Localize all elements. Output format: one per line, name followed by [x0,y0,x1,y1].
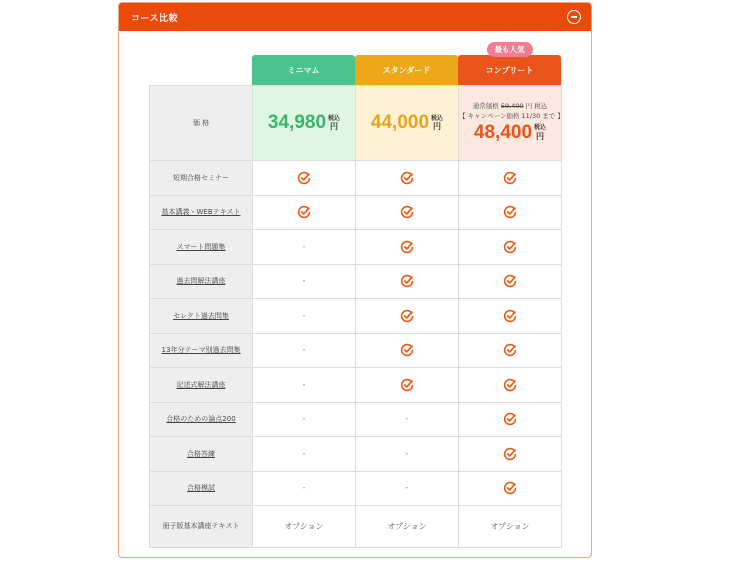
plan-header-complete-label: コンプリート [485,65,534,75]
check-circle-icon [400,274,414,288]
feature-cell-standard [356,334,459,368]
feature-cell-complete [459,299,562,333]
check-circle-icon [297,205,311,219]
not-included-dash: - [302,241,306,252]
feature-cell-standard [356,161,459,195]
feature-label[interactable]: 過去問解法講座 [150,265,253,299]
panel-header[interactable] [119,3,591,31]
booklet-text-row [150,506,562,548]
feature-cell-minimum [253,265,356,299]
check-circle-icon [503,205,517,219]
booklet-label-line2: 基本講座テキスト [183,522,240,531]
campaign-price-line [474,122,546,144]
feature-cell-standard [356,230,459,264]
tax-label: 税込 [328,114,341,122]
regular-price-prefix: 通常価格 [472,102,499,111]
feature-row [150,403,562,438]
feature-cell-complete [459,368,562,402]
check-circle-icon [503,481,517,495]
regular-price-value: 59,400 [500,102,524,111]
feature-row [150,265,562,300]
plan-header-complete [458,45,561,85]
price-suffix [431,115,443,132]
minus-circle-icon[interactable] [567,10,581,24]
yen-label: 円 [433,121,442,131]
feature-cell-minimum [253,437,356,471]
price-standard [356,86,459,160]
plan-header-standard: スタンダード [355,55,458,85]
check-circle-icon [503,274,517,288]
check-circle-icon [400,240,414,254]
feature-label[interactable]: 13年分テーマ別過去問集 [150,334,253,368]
feature-cell-minimum [253,334,356,368]
price-row [150,86,562,161]
feature-label[interactable]: 合格のための論点200 [150,403,253,437]
feature-cell-standard [356,196,459,230]
check-circle-icon [503,447,517,461]
popular-badge: 最も人気 [487,42,533,57]
price-minimum [253,86,356,160]
feature-row [150,437,562,472]
check-circle-icon [503,309,517,323]
regular-price-line [473,102,547,112]
option-cell-standard: オプション [356,506,459,547]
feature-cell-complete [459,265,562,299]
not-included-dash: - [302,310,306,321]
feature-row [150,230,562,265]
feature-label[interactable]: 合格模試 [150,472,253,506]
feature-cell-complete [459,196,562,230]
feature-row [150,299,562,334]
regular-price-suffix: 円 税込 [525,102,548,111]
not-included-dash: - [405,414,409,425]
feature-cell-minimum [253,472,356,506]
not-included-dash: - [302,379,306,390]
not-included-dash: - [302,414,306,425]
feature-cell-minimum [253,403,356,437]
check-circle-icon [503,412,517,426]
price-complete-value: 48,400 [473,121,533,143]
panel-title: コース比較 [131,13,179,24]
not-included-dash: - [405,448,409,459]
feature-label[interactable]: スマート問題集 [150,230,253,264]
campaign-text: 【 キャンペーン価格 11/30 まで 】 [459,112,564,120]
check-circle-icon [400,205,414,219]
price-suffix [534,124,546,141]
check-circle-icon [503,378,517,392]
feature-cell-minimum [253,196,356,230]
tax-label: 税込 [431,114,444,122]
check-circle-icon [400,171,414,185]
feature-label: 短期合格セミナー [150,161,253,195]
feature-label[interactable]: 記述式解法講座 [150,368,253,402]
check-circle-icon [503,171,517,185]
feature-row [150,368,562,403]
feature-cell-complete [459,230,562,264]
feature-row [150,196,562,231]
feature-row [150,334,562,369]
feature-cell-standard [356,368,459,402]
feature-label[interactable]: 合格答練 [150,437,253,471]
feature-cell-complete [459,334,562,368]
booklet-label [150,506,253,547]
price-complete [459,86,562,160]
check-circle-icon [400,378,414,392]
feature-cell-complete [459,161,562,195]
tax-label: 税込 [534,124,547,132]
feature-cell-standard [356,265,459,299]
comparison-table [149,45,564,548]
check-circle-icon [297,171,311,185]
feature-label[interactable]: 基本講義・WEBテキスト [150,196,253,230]
option-cell-complete: オプション [459,506,562,547]
course-comparison-panel [118,2,592,558]
feature-cell-complete [459,472,562,506]
booklet-label-line1: 冊子版 [162,522,184,531]
feature-cell-standard [356,403,459,437]
plan-header-minimum: ミニマム [252,55,355,85]
feature-cell-standard [356,299,459,333]
feature-cell-minimum [253,299,356,333]
feature-cell-complete [459,403,562,437]
yen-label: 円 [536,131,545,141]
not-included-dash: - [302,483,306,494]
not-included-dash: - [302,276,306,287]
plan-header-row [252,45,562,85]
check-circle-icon [400,309,414,323]
feature-label[interactable]: セレクト過去問集 [150,299,253,333]
feature-cell-minimum [253,230,356,264]
price-label: 価 格 [150,86,253,160]
feature-cell-standard [356,437,459,471]
feature-cell-minimum [253,368,356,402]
table-body [149,85,562,548]
price-suffix [328,115,340,132]
feature-row [150,472,562,507]
feature-cell-complete [459,437,562,471]
feature-row [150,161,562,196]
feature-cell-minimum [253,161,356,195]
price-minimum-value: 34,980 [267,112,327,133]
not-included-dash: - [405,483,409,494]
feature-cell-standard [356,472,459,506]
price-standard-value: 44,000 [370,112,430,133]
not-included-dash: - [302,345,306,356]
not-included-dash: - [302,448,306,459]
check-circle-icon [503,240,517,254]
yen-label: 円 [330,121,339,131]
option-cell-minimum: オプション [253,506,356,547]
check-circle-icon [400,343,414,357]
check-circle-icon [503,343,517,357]
